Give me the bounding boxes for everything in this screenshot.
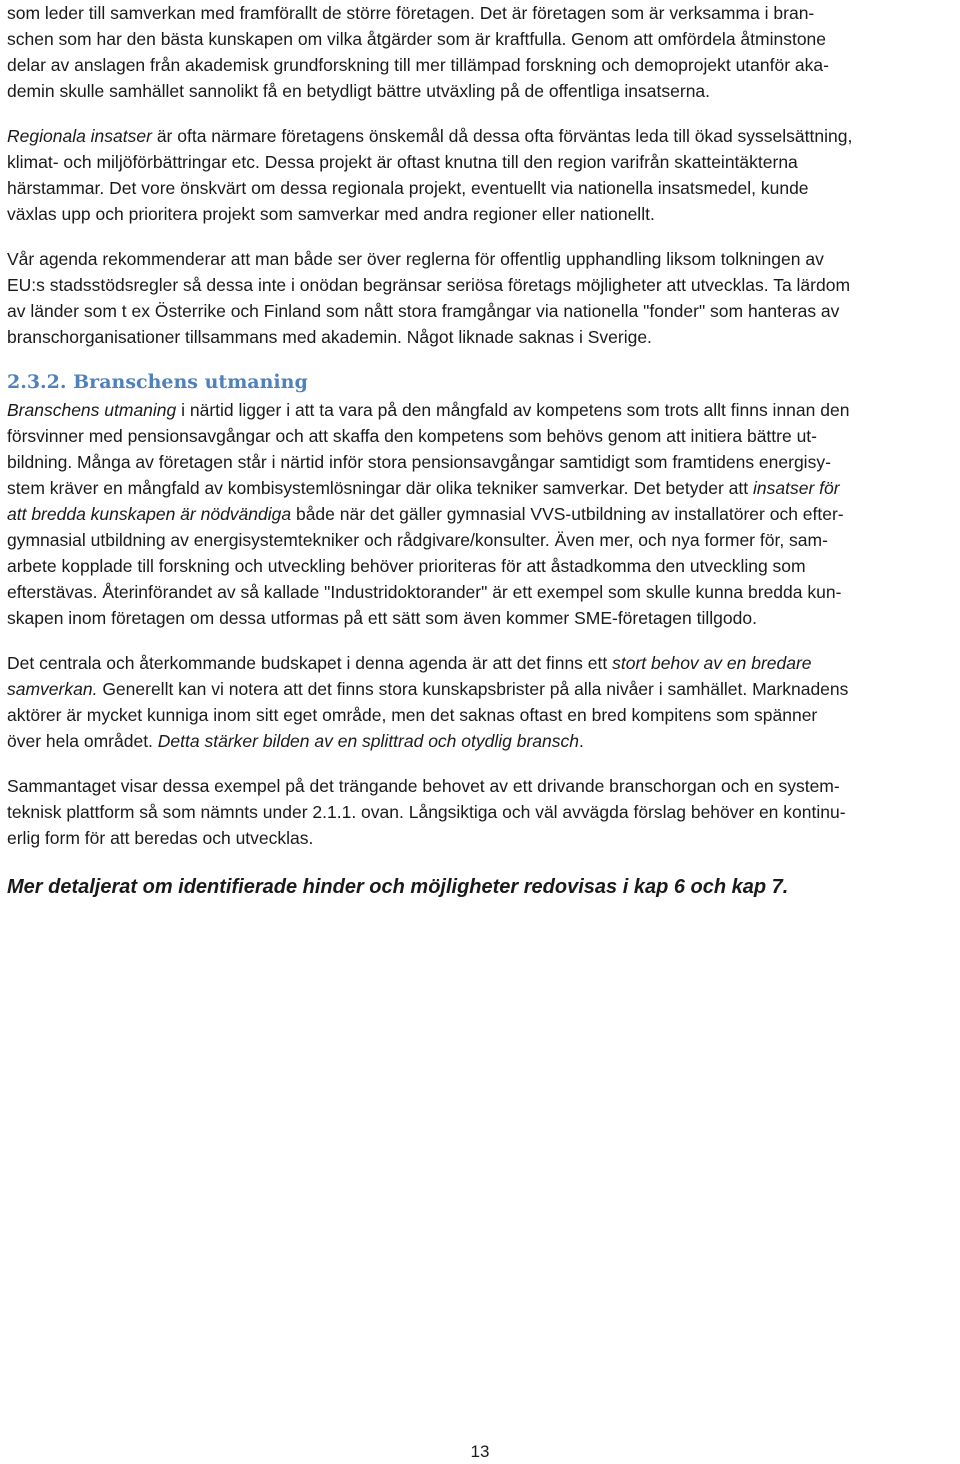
central-line: Det centrala och återkommande budskapet i denna agenda är att det finns ett [7,653,613,673]
central-line: aktörer är mycket kunniga inom sitt eget område, men det saknas oftast en bred kompitens som spänner [7,705,818,725]
agenda-line: EU:s stadsstödsregler så dessa inte i onödan begränsar seriösa företags möjligheter att utvecklas. Ta lärdom [7,275,851,295]
challenge-text: i närtid ligger i att ta vara på den mångfald av kompetens som trots allt finns innan den [176,400,850,420]
challenge-line: stem kräver en mångfald av kombisystemlösningar där olika tekniker samverkar. Det betyder att [7,478,754,498]
summary-paragraph [7,773,959,851]
intro-line: som leder till samverkan med framförallt de större företagen. Det är företagen som är verksamma i bran- [7,3,815,23]
regional-term: Regionala insatser [7,126,152,146]
challenge-emphasis: att bredda kunskapen är nödvändiga [7,504,292,524]
central-paragraph [7,650,959,754]
challenge-emphasis: insatser för [753,478,840,498]
document-body [7,0,959,901]
challenge-paragraph [7,397,959,631]
section-heading: 2.3.2. Branschens utmaning [7,371,308,393]
summary-line: erlig form för att beredas och utvecklas. [7,828,314,848]
challenge-line: gymnasial utbildning av energisystemtekniker och rådgivare/konsulter. Även mer, och nya former för, sam- [7,530,828,550]
central-emphasis: samverkan. [7,679,98,699]
summary-line: teknisk plattform så som nämnts under 2.1.1. ovan. Långsiktiga och väl avvägda förslag behöver en kontinu- [7,802,846,822]
regional-paragraph [7,123,959,227]
central-emphasis: Detta stärker bilden av en splittrad och otydlig bransch [157,731,579,751]
intro-paragraph [7,0,959,104]
central-line: Generellt kan vi notera att det finns stora kunskapsbrister på alla nivåer i samhället. Marknadens [97,679,849,699]
agenda-line: branschorganisationer tillsammans med akademin. Något liknade saknas i Sverige. [7,327,652,347]
summary-line: Sammantaget visar dessa exempel på det trängande behovet av ett drivande branschorgan och en system- [7,776,840,796]
challenge-line: både när det gäller gymnasial VVS-utbildning av installatörer och efter- [291,504,844,524]
central-line: över hela området. [7,731,158,751]
regional-line: härstammar. Det vore önskvärt om dessa regionala projekt, eventuellt via nationella insatsmedel, kunde [7,178,809,198]
challenge-line: arbete kopplade till forskning och utveckling behöver prioriteras för att åstadkomma den utveckling som [7,556,806,576]
regional-line: växlas upp och prioritera projekt som samverkar med andra regioner eller nationellt. [7,204,655,224]
regional-line: klimat- och miljöförbättringar etc. Dessa projekt är oftast knutna till den region varifrån skatteintäkterna [7,152,798,172]
intro-line: delar av anslagen från akademisk grundforskning till mer tillämpad forskning och demoprojekt utanför aka- [7,55,829,75]
intro-line: demin skulle samhället sannolikt få en betydligt bättre utväxling på de offentliga insatserna. [7,81,711,101]
intro-line: schen som har den bästa kunskapen om vilka åtgärder som är kraftfulla. Genom att omfördela åtminstone [7,29,827,49]
challenge-line: skapen inom företagen om dessa utformas på ett sätt som även kommer SME-företagen tillgodo. [7,608,757,628]
regional-text: är ofta närmare företagens önskemål då dessa ofta förväntas leda till ökad sysselsättning, [151,126,853,146]
page-number: 13 [470,1442,490,1461]
final-statement: Mer detaljerat om identifierade hinder och möjligheter redovisas i kap 6 och kap 7. [7,876,789,898]
challenge-line: efterstävas. Återinförandet av så kallade "Industridoktorander" är ett exempel som skulle kunna bredda kun- [7,582,842,602]
agenda-paragraph [7,246,959,350]
agenda-line: Vår agenda rekommenderar att man både ser över reglerna för offentlig upphandling liksom tolkningen av [7,249,824,269]
central-line: . [578,731,584,751]
challenge-term: Branschens utmaning [7,400,177,420]
agenda-line: av länder som t ex Österrike och Finland som nått stora framgångar via nationella "fonder" som hanteras av [7,301,840,321]
challenge-line: bildning. Många av företagen står i närtid inför stora pensionsavgångar samtidigt som framtidens energisy- [7,452,831,472]
challenge-line: försvinner med pensionsavgångar och att skaffa den kompetens som behövs genom att initiera bättre ut- [7,426,817,446]
central-emphasis: stort behov av en bredare [612,653,812,673]
